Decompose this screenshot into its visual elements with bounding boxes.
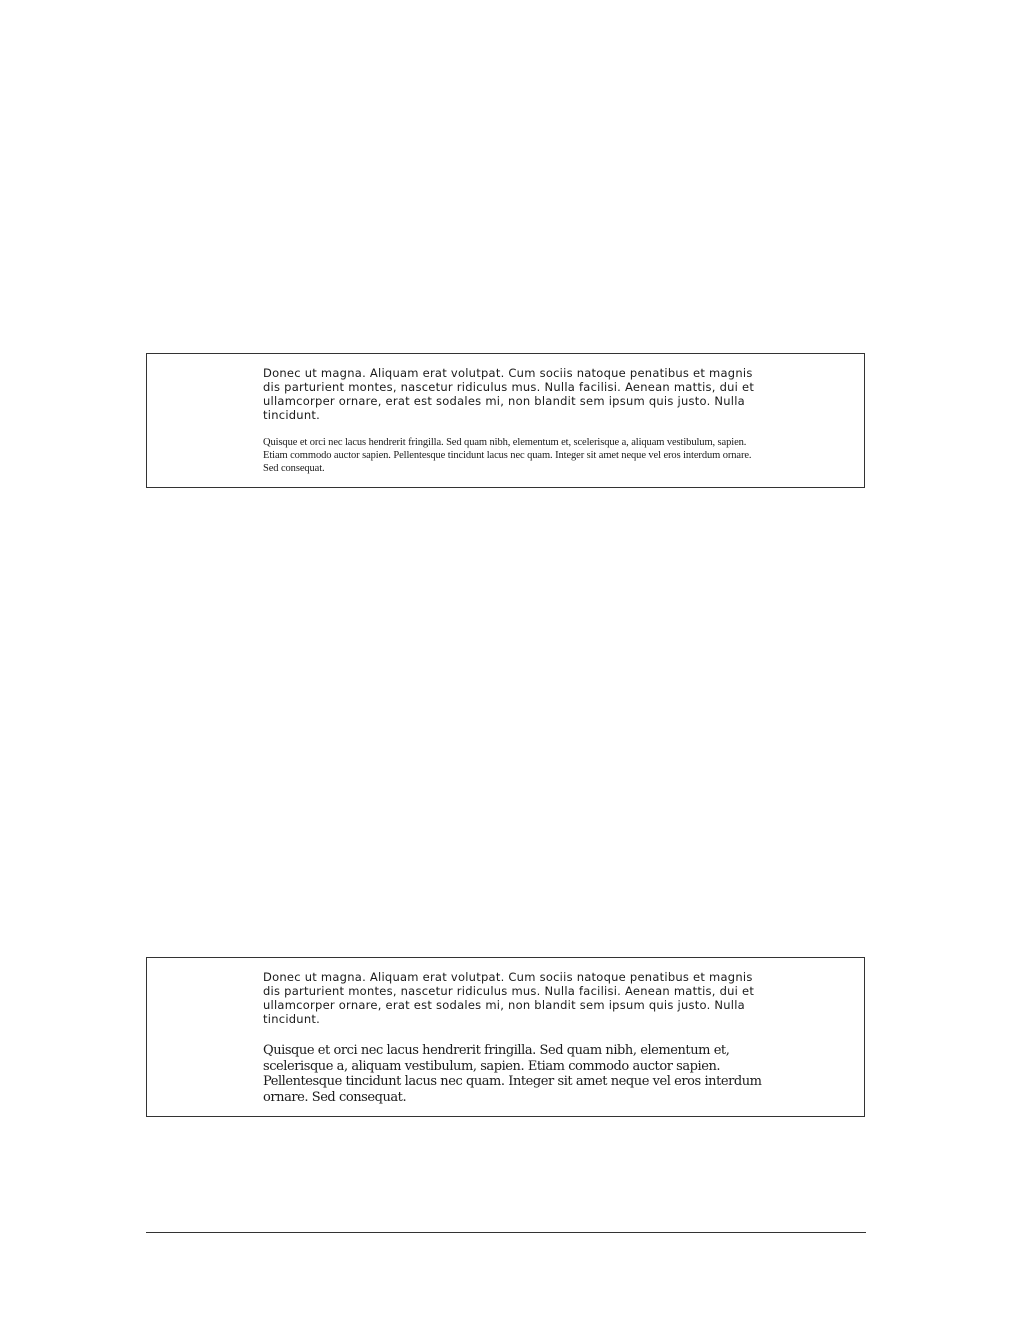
serif-paragraph: Quisque et orci nec lacus hendrerit fringilla. Sed quam nibh, elementum et, scelerisque a, aliquam vestibulum, sapien. Etiam commodo auctor sapien. Pellentesque tincidunt lacus nec quam. Integer sit amet neque vel eros interdum ornare. Sed consequat. [263, 437, 752, 474]
footer-divider [146, 1232, 866, 1233]
sans-paragraph: Donec ut magna. Aliquam erat volutpat. Cum sociis natoque penatibus et magnis dis parturient montes, nascetur ridiculus mus. Nulla facilisi. Aenean mattis, dui et ullamcorper ornare, erat est sodales mi, non blandit sem ipsum quis justo. Nulla tincidunt. [263, 366, 755, 422]
sample-box-small-serif [146, 353, 865, 488]
sample-box-large-serif [146, 957, 865, 1117]
serif-paragraph: Quisque et orci nec lacus hendrerit fringilla. Sed quam nibh, elementum et, scelerisque a, aliquam vestibulum, sapien. Etiam commodo auctor sapien. Pellentesque tincidunt lacus nec quam. Integer sit amet neque vel eros interdum ornare. Sed consequat. [263, 1043, 762, 1105]
sans-paragraph: Donec ut magna. Aliquam erat volutpat. Cum sociis natoque penatibus et magnis dis parturient montes, nascetur ridiculus mus. Nulla facilisi. Aenean mattis, dui et ullamcorper ornare, erat est sodales mi, non blandit sem ipsum quis justo. Nulla tincidunt. [263, 970, 755, 1026]
